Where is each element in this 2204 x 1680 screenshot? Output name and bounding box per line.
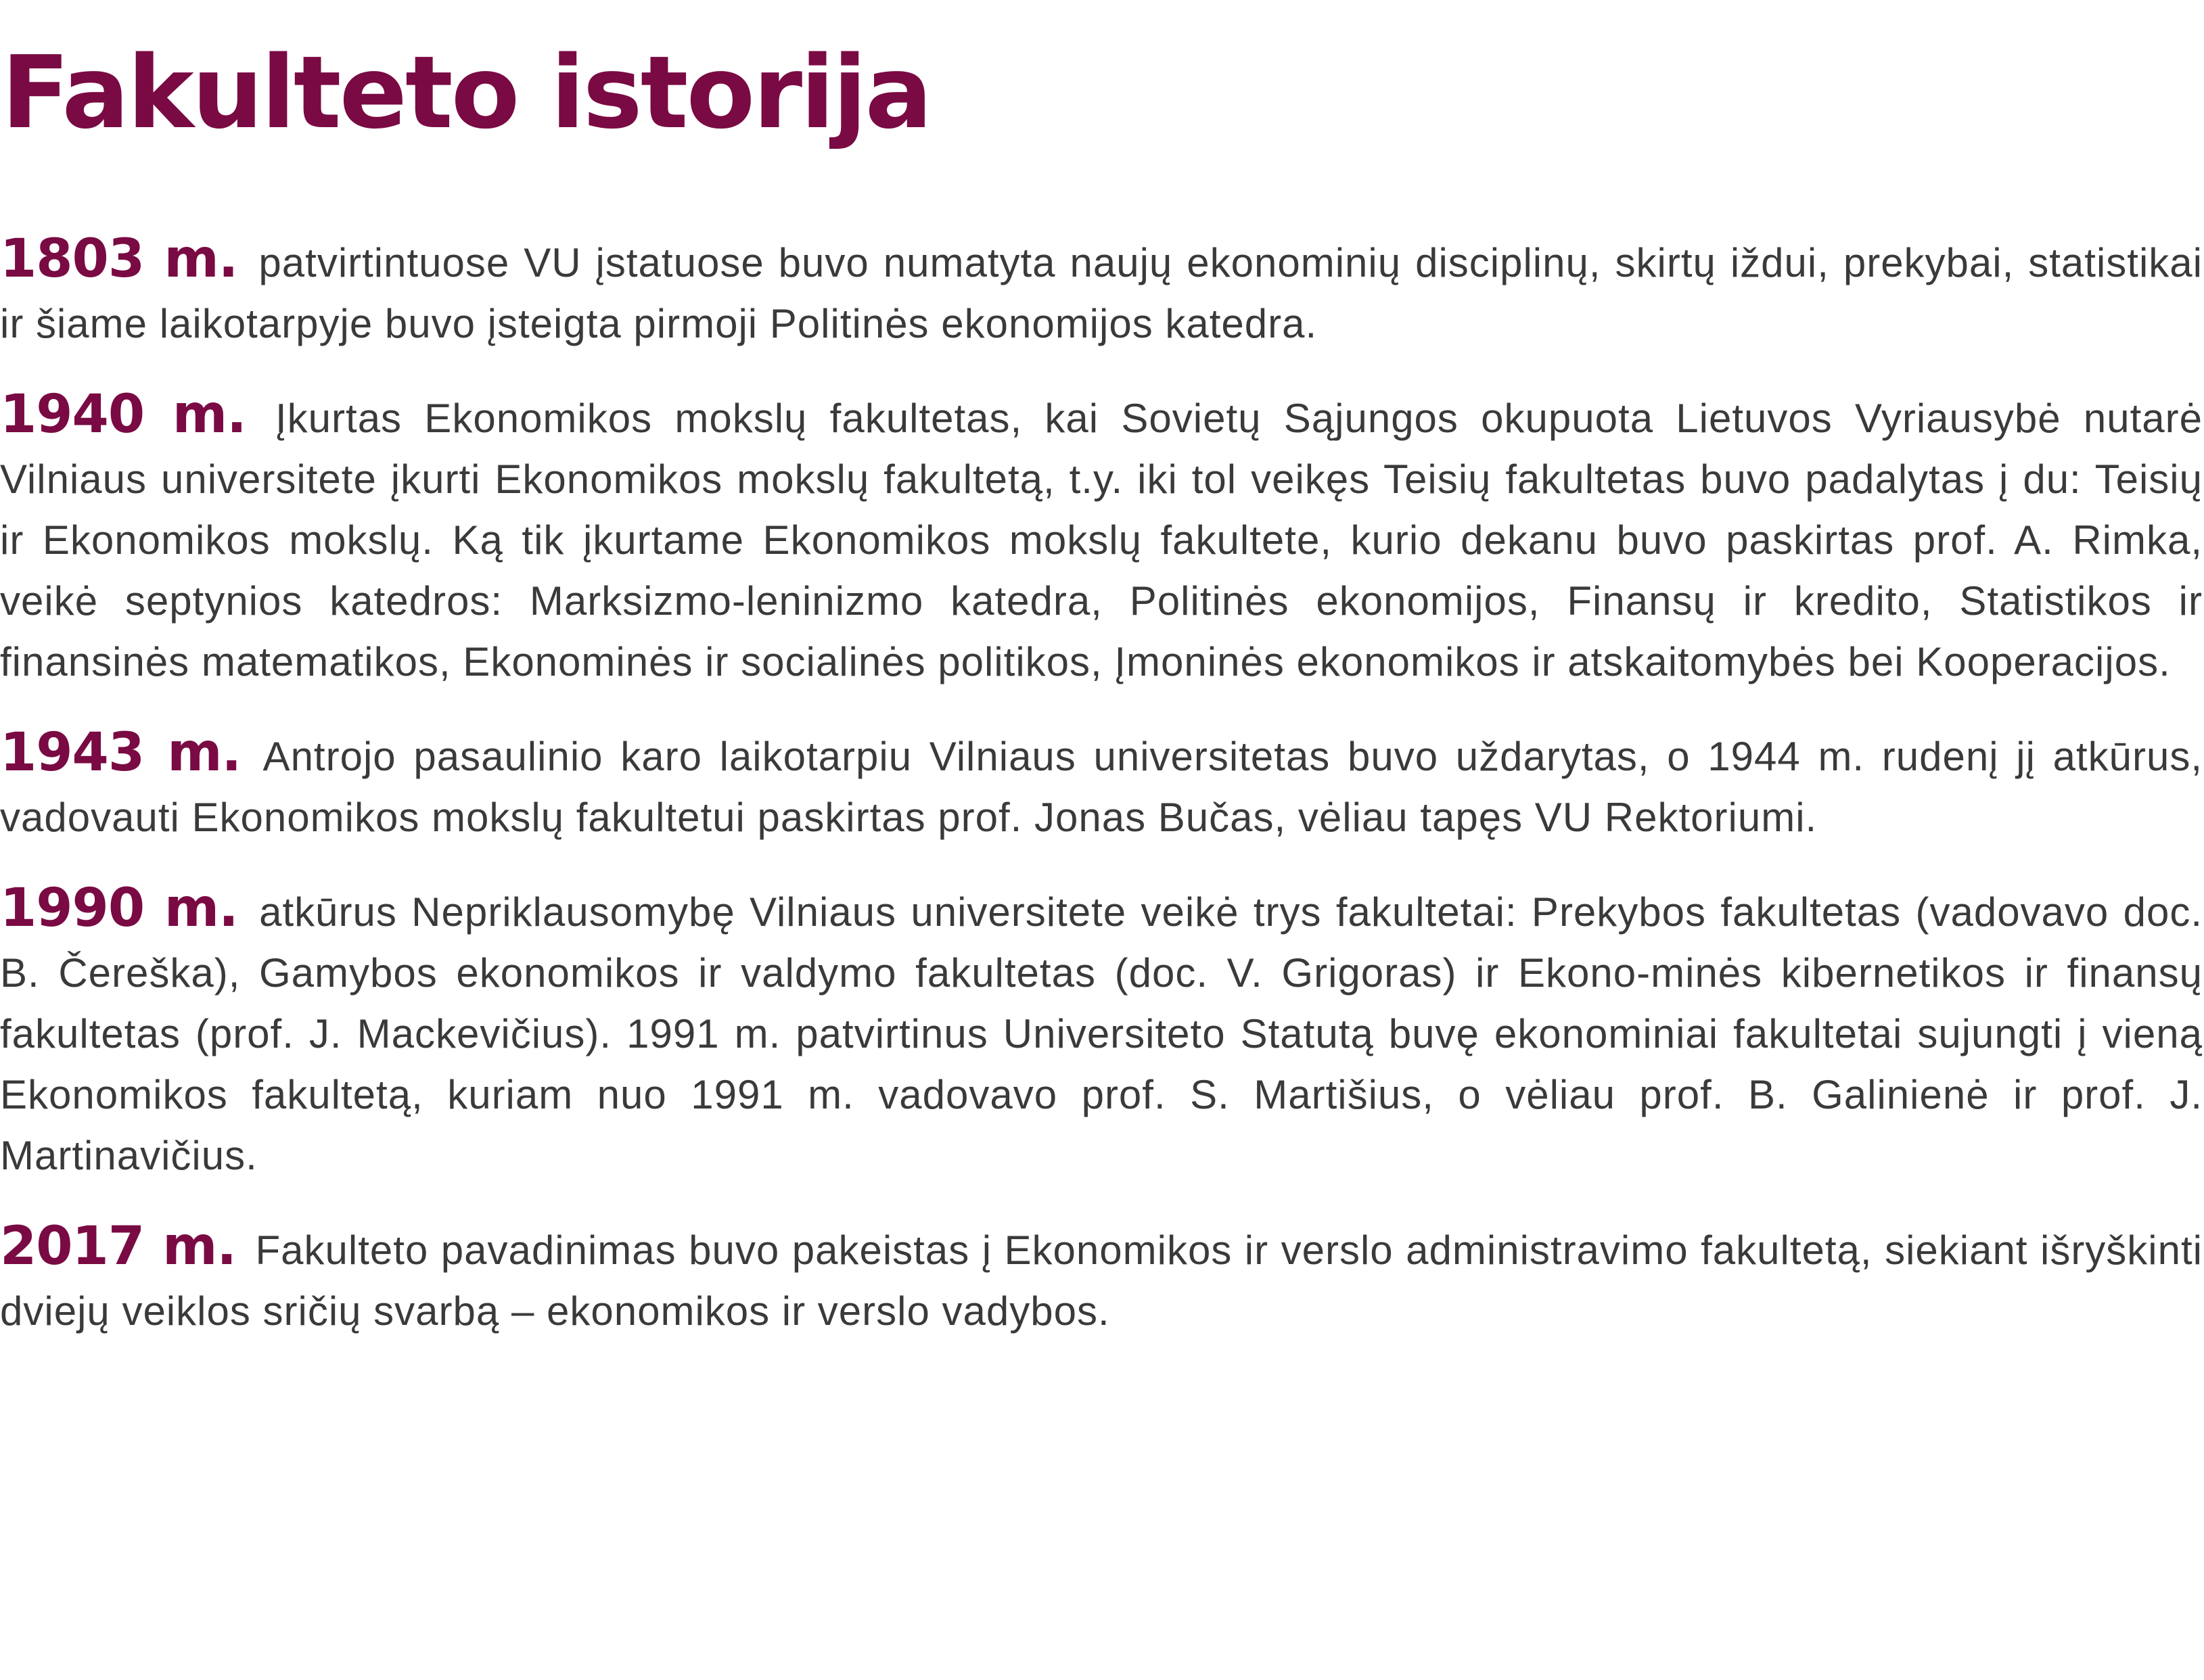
- entry-year: 1990 m.: [0, 878, 238, 939]
- history-entries: [0, 229, 2203, 1372]
- entry-year: 1803 m.: [0, 229, 238, 289]
- history-entry-1943: [0, 722, 2203, 848]
- entry-text: patvirtintuose VU įstatuose buvo numatyta naujų ekonominių disciplinų, skirtų iždui, prekybai, statistikai ir šiame laikotarpyje buvo įsteigta pirmoji Politinės ekonomijos katedra.: [0, 240, 2203, 346]
- entry-text: atkūrus Nepriklausomybę Vilniaus universitete veikė trys fakultetai: Prekybos fakultetas (vadovavo doc. B. Čereška), Gamybos ekonomikos ir valdymo fakultetas (doc. V. Grigoras) ir Ekono-minės kibernetikos ir finansų fakultetas (prof. J. Mackevičius). 1991 m. patvirtinus Universiteto Statutą buvę ekonominiai fakultetai sujungti į vieną Ekonomikos fakultetą, kuriam nuo 1991 m. vadovavo prof. S. Martišius, o vėliau prof. B. Galinienė ir prof. J. Martinavičius.: [0, 889, 2203, 1178]
- history-entry-1803: [0, 229, 2203, 354]
- page-title: Fakulteto istorija: [1, 34, 931, 151]
- entry-text: Fakulteto pavadinimas buvo pakeistas į Ekonomikos ir verslo administravimo fakultetą, siekiant išryškinti dviejų veiklos sričių svarbą – ekonomikos ir verslo vadybos.: [0, 1228, 2203, 1334]
- history-entry-2017: [0, 1216, 2203, 1342]
- entry-year: 1940 m.: [0, 384, 246, 445]
- history-entry-1990: [0, 878, 2203, 1186]
- entry-text: Antrojo pasaulinio karo laikotarpiu Vilniaus universitetas buvo uždarytas, o 1944 m. rudenį jį atkūrus, vadovauti Ekonomikos mokslų fakultetui paskirtas prof. Jonas Bučas, vėliau tapęs VU Rektoriumi.: [0, 734, 2203, 840]
- entry-year: 2017 m.: [0, 1216, 236, 1277]
- entry-text: Įkurtas Ekonomikos mokslų fakultetas, kai Sovietų Sąjungos okupuota Lietuvos Vyriausybė nutarė Vilniaus universitete įkurti Ekonomikos mokslų fakultetą, t.y. iki tol veikęs Teisių fakultetas buvo padalytas į du: Teisių ir Ekonomikos mokslų. Ką tik įkurtame Ekonomikos mokslų fakultete, kurio dekanu buvo paskirtas prof. A. Rimka, veikė septynios katedros: Marksizmo-leninizmo katedra, Politinės ekonomijos, Finansų ir kredito, Statistikos ir finansinės matematikos, Ekonominės ir socialinės politikos, Įmoninės ekonomikos ir atskaitomybės bei Kooperacijos.: [0, 396, 2203, 684]
- history-entry-1940: [0, 384, 2203, 693]
- entry-year: 1943 m.: [0, 722, 242, 783]
